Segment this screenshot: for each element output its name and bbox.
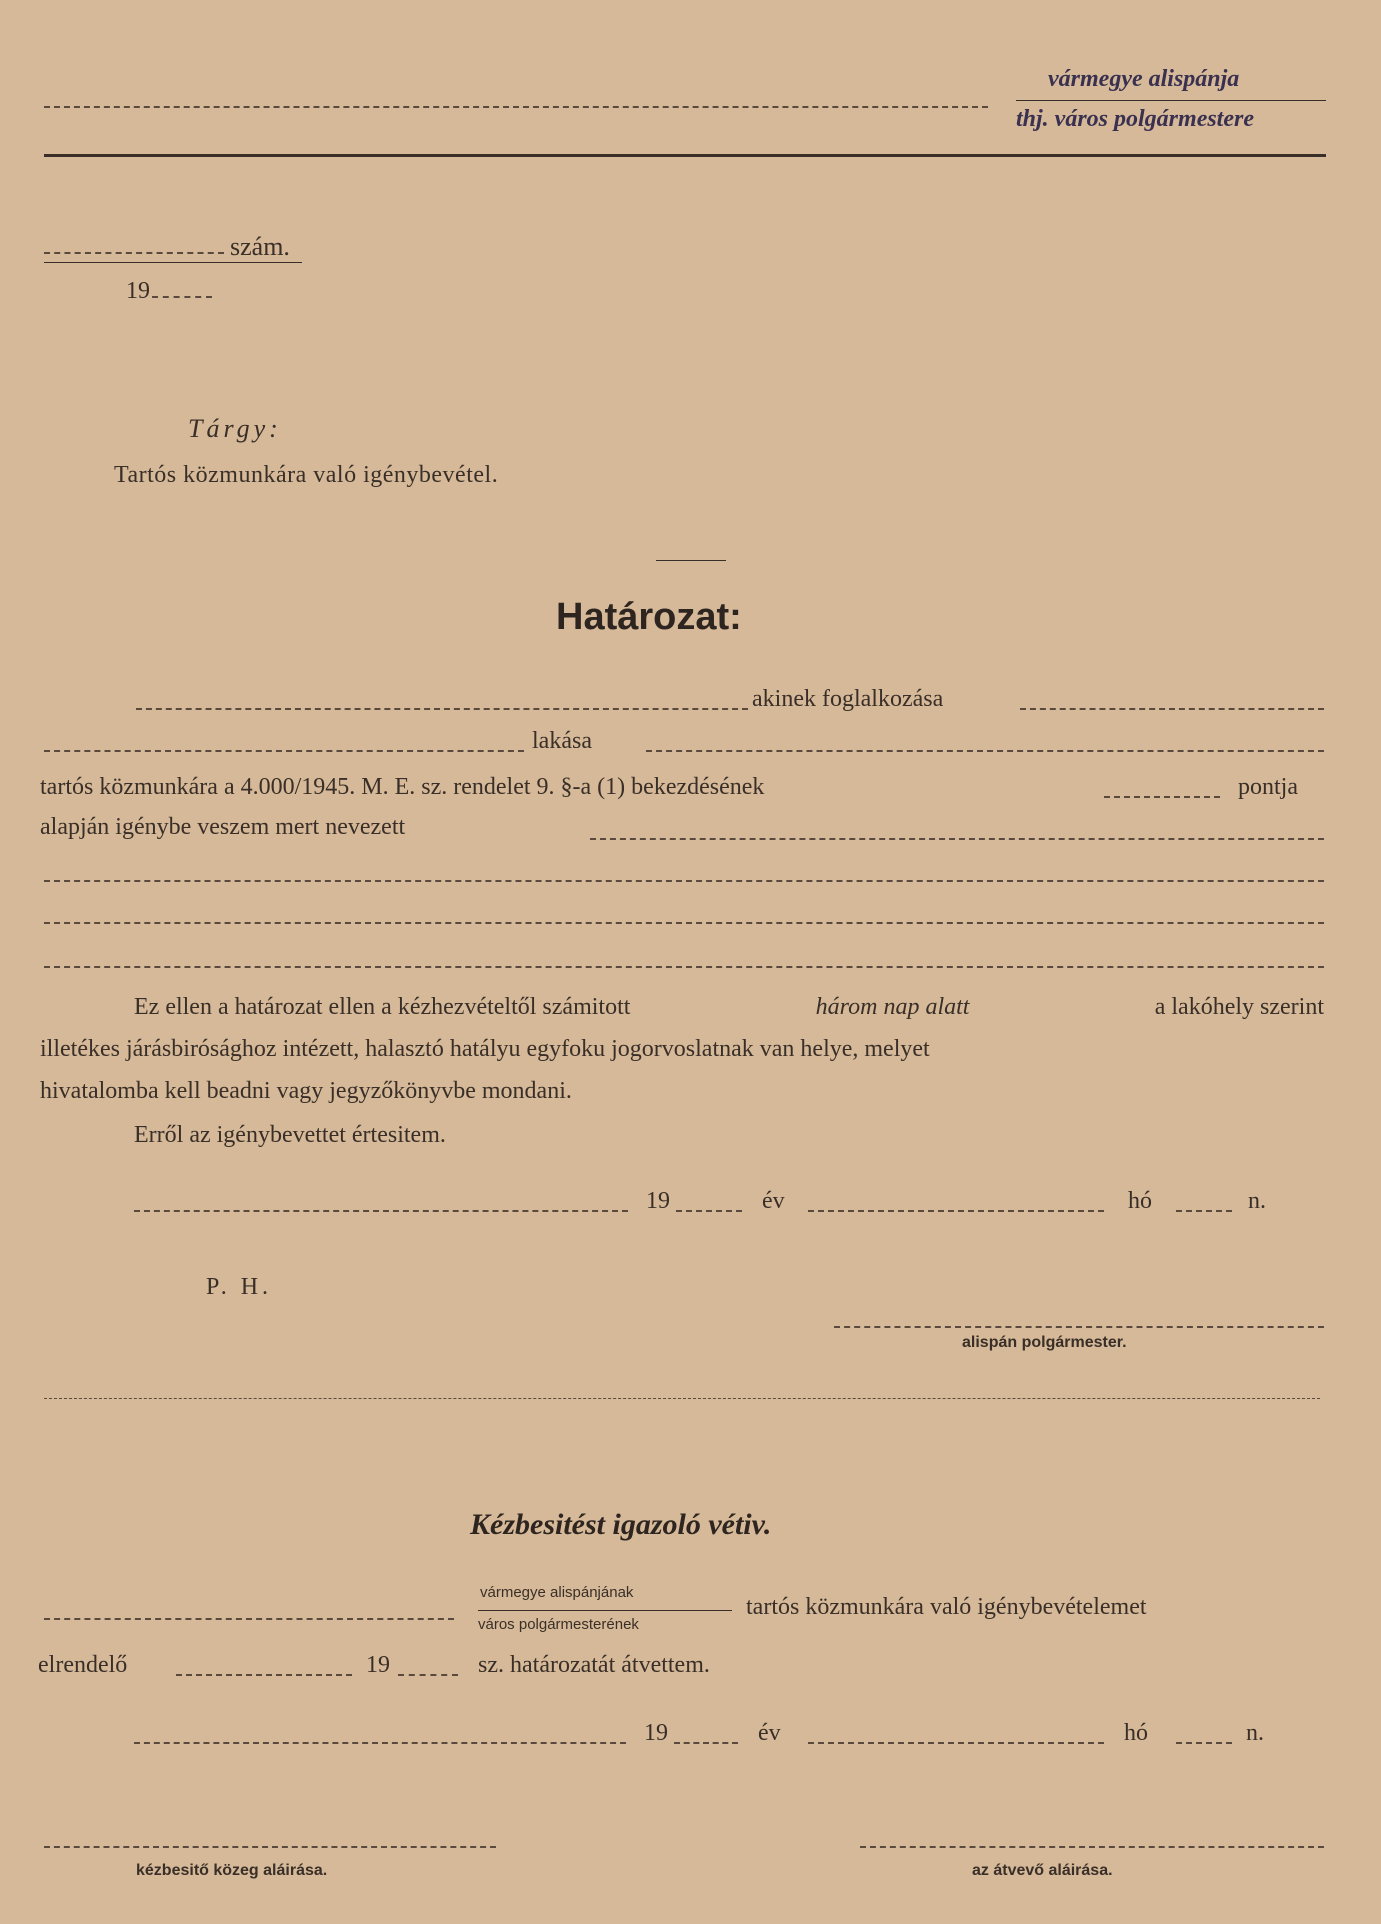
- appeal-text-2: a lakóhely szerint: [1154, 994, 1324, 1020]
- reference-number-field: [44, 252, 224, 254]
- title-dash: [656, 560, 726, 561]
- receipt-authority-field: [44, 1618, 454, 1620]
- basis-text: alapján igénybe veszem mert nevezett: [40, 814, 406, 840]
- receipt-line2-text: sz. határozatát átvettem.: [478, 1652, 710, 1678]
- reference-year-prefix: 19: [126, 278, 150, 304]
- reason-line-4: [44, 966, 1324, 968]
- header-rule: [44, 154, 1326, 157]
- receipt-date-year-field: [674, 1742, 738, 1744]
- appeal-line-1: [134, 994, 1324, 1021]
- receipt-date-month-field: [808, 1742, 1104, 1744]
- subject-text: Tartós közmunkára való igénybevétel.: [114, 462, 499, 488]
- receipt-date-ho-label: hó: [1124, 1720, 1148, 1746]
- receipt-title: Kézbesitést igazoló vétiv.: [470, 1508, 772, 1541]
- receipt-issuer-field: [176, 1674, 352, 1676]
- official-signature-caption: alispán polgármester.: [962, 1334, 1127, 1351]
- authority-line-1: vármegye alispánja: [1048, 66, 1240, 92]
- reason-line-2: [44, 880, 1324, 882]
- reason-line-3: [44, 922, 1324, 924]
- date-year-prefix: 19: [646, 1188, 670, 1214]
- line2-field-left: [44, 750, 524, 752]
- receipt-year-prefix: 19: [366, 1652, 390, 1678]
- date-n-label: n.: [1248, 1188, 1266, 1214]
- date-ho-label: hó: [1128, 1188, 1152, 1214]
- occupation-field: [1020, 708, 1324, 710]
- receipt-fraction-top: vármegye alispánjának: [480, 1584, 634, 1601]
- appeal-text-1: Ez ellen a határozat ellen a kézhezvételtől számitott: [134, 994, 631, 1020]
- appeal-line-3: hivatalomba kell beadni vagy jegyzőkönyvbe mondani.: [40, 1078, 572, 1104]
- courier-signature-caption: kézbesitő közeg aláirása.: [136, 1862, 328, 1879]
- receipt-date-ev-label: év: [758, 1720, 781, 1746]
- receipt-year-field: [398, 1674, 458, 1676]
- authority-divider: [1016, 100, 1326, 101]
- decision-title: Határozat:: [556, 596, 742, 638]
- appeal-deadline: három nap alatt: [815, 994, 970, 1020]
- notice-text: Erről az igénybevettet értesitem.: [134, 1122, 446, 1148]
- receipt-fraction-bottom: város polgármesterének: [478, 1616, 639, 1633]
- receipt-date-year-prefix: 19: [644, 1720, 668, 1746]
- official-signature-field: [834, 1326, 1324, 1328]
- reason-field: [590, 838, 1324, 840]
- recipient-signature-field: [860, 1846, 1324, 1848]
- receipt-fraction-bar: [478, 1610, 732, 1611]
- header-dotted-line: [44, 106, 988, 108]
- courier-signature-field: [44, 1846, 496, 1848]
- subject-label: Tárgy:: [188, 414, 282, 443]
- receipt-line1-text: tartós közmunkára való igénybevételemet: [746, 1594, 1147, 1620]
- authority-line-2: thj. város polgármestere: [1016, 106, 1254, 132]
- date-day-field: [1176, 1210, 1232, 1212]
- appeal-line-2: illetékes járásbirósághoz intézett, halasztó hatályu egyfoku jogorvoslatnak van helye, melyet: [40, 1036, 930, 1062]
- receipt-date-day-field: [1176, 1742, 1232, 1744]
- date-month-field: [808, 1210, 1104, 1212]
- residence-field: [646, 750, 1324, 752]
- place-field: [134, 1210, 628, 1212]
- receipt-issuer-label: elrendelő: [38, 1652, 128, 1678]
- tear-line: [44, 1398, 1320, 1399]
- recipient-signature-caption: az átvevő aláirása.: [972, 1862, 1113, 1879]
- reference-number-suffix: szám.: [230, 232, 290, 261]
- receipt-date-n-label: n.: [1246, 1720, 1264, 1746]
- date-year-field: [676, 1210, 742, 1212]
- residence-label: lakása: [532, 728, 592, 754]
- point-label: pontja: [1238, 774, 1298, 800]
- reference-year-field: [152, 296, 212, 298]
- name-field: [136, 708, 748, 710]
- regulation-text: tartós közmunkára a 4.000/1945. M. E. sz. rendelet 9. §-a (1) bekezdésének: [40, 774, 765, 800]
- date-ev-label: év: [762, 1188, 785, 1214]
- occupation-label: akinek foglalkozása: [752, 686, 944, 712]
- receipt-place-field: [134, 1742, 626, 1744]
- reference-rule: [44, 262, 302, 263]
- seal-placeholder: P. H.: [206, 1274, 273, 1300]
- point-field: [1104, 796, 1220, 798]
